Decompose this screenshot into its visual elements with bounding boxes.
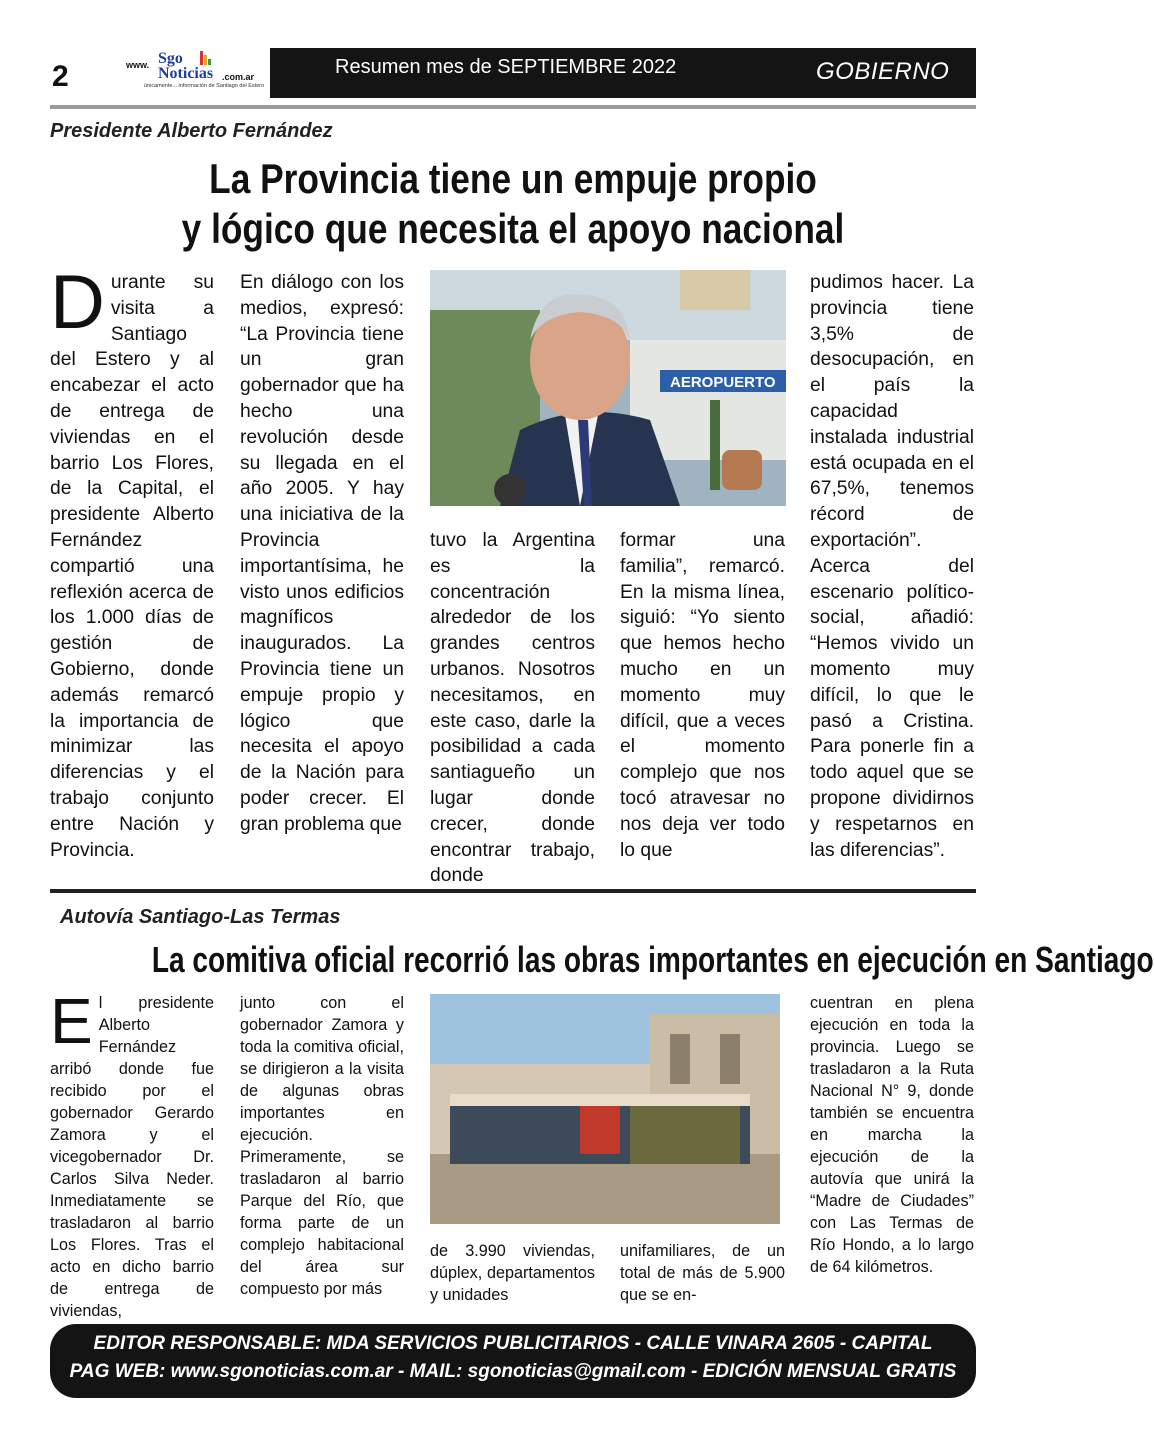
article2-column-4: unifamiliares, de un total de más de 5.900 que se en- [620, 1242, 785, 1304]
article1-column-2: En diálogo con los medios, expresó: “La Provincia tiene un gran gobernador que ha hecho una revolución desde su llegada en el año 2005. Y hay una iniciativa de la Provincia importantísima, he visto unos edificios magníficos inaugurados. La Provincia tiene un empuje propio y lógico que necesita el apoyo de la Nación para poder crecer. El gran problema que [240, 272, 404, 835]
article2-kicker: Autovía Santiago-Las Termas [60, 906, 341, 928]
logo-www: www. [126, 60, 150, 70]
article1-column-1 [50, 260, 214, 886]
article2-photo-comitiva [430, 994, 780, 1224]
comitiva-photo-image [430, 994, 780, 1224]
site-logo[interactable] [126, 50, 266, 96]
article2-headline: La comitiva oficial recorrió las obras importantes en ejecución en Santiago [151, 939, 1154, 980]
logo-tld: .com.ar [222, 72, 255, 82]
airport-sign-text: AEROPUERTO [670, 374, 776, 391]
article2-drop-cap: E [50, 985, 93, 1057]
article1-drop-cap: D [50, 260, 105, 345]
logo-name-noticias: Noticias [158, 65, 214, 82]
article2-column-1 [50, 985, 214, 1320]
logo-name-sgo: Sgo [158, 50, 183, 67]
article1-photo-president [430, 270, 786, 506]
footer-editor-line: EDITOR RESPONSABLE: MDA SERVICIOS PUBLICITARIOS - CALLE VINARA 2605 - CAPITAL [93, 1333, 933, 1354]
article2-column-2: junto con el gobernador Zamora y toda la comitiva oficial, se dirigieron a la visita de algunas obras importantes en ejecución. Primeramente, se trasladaron al barrio Parque del Río, que forma parte de un complejo habitacional del área sur compuesto por más [240, 994, 404, 1298]
article2-column-3: de 3.990 viviendas, dúplex, departamentos y unidades [430, 1242, 595, 1304]
article1-kicker: Presidente Alberto Fernández [50, 120, 333, 142]
article1-column-3: tuvo la Argentina es la concentración alrededor de los grandes centros urbanos. Nosotros necesitamos, en este caso, darle la posibilidad a cada santiagueño un lugar donde crecer, donde encontrar trabajo, donde [430, 530, 595, 887]
header-divider [50, 105, 976, 109]
article2-column-5: cuentran en plena ejecución en toda la provincia. Luego se trasladaron a la Ruta Nacional N° 9, donde también se encuentra en marcha la ejecución de la autovía que unirá la “Madre de Ciudades” con Las Termas de Río Hondo, a lo largo de 64 kilómetros. [810, 994, 974, 1276]
edition-title: Resumen mes de SEPTIEMBRE 2022 [335, 56, 677, 78]
article1-headline-line1: La Provincia tiene un empuje propio [209, 155, 817, 202]
article-divider [50, 889, 976, 893]
section-label: GOBIERNO [816, 58, 950, 85]
article1-headline [124, 154, 902, 254]
article1-column-4: formar una familia”, remarcó. En la misma línea, siguió: “Yo siento que hemos hecho mucho en un momento muy difícil, que a veces el momento complejo que nos tocó atravesar no nos deja ver todo lo que [620, 530, 785, 861]
article1-headline-line2: y lógico que necesita el apoyo nacional [181, 205, 845, 252]
page-number: 2 [52, 60, 69, 93]
article1-column-5: pudimos hacer. La provincia tiene 3,5% de desocupación, en el país la capacidad instalada industrial está ocupada en el 67,5%, tenemos récord de exportación”. Acerca del escenario político-social, añadió: “Hemos vivido un momento muy difícil, lo que le pasó a Cristina. Para ponerle fin a todo aquel que se propone dividirnos y respetarnos en las diferencias”. [810, 272, 974, 861]
logo-tagline: únicamente... información de Santiago del Estero [144, 83, 265, 89]
footer-contact-line[interactable]: PAG WEB: www.sgonoticias.com.ar - MAIL: sgonoticias@gmail.com - EDICIÓN MENSUAL GRATIS [69, 1361, 957, 1382]
president-photo-image [430, 270, 786, 506]
logo-bars-icon [200, 51, 211, 65]
article2-col1-text: l presidente Alberto Fernández arribó donde fue recibido por el gobernador Gerardo Zamora y el vicegobernador Dr. Carlos Silva Neder. Inmediatamente se trasladaron al barrio Los Flores. Tras el acto en dicho barrio de entrega de viviendas, [50, 994, 214, 1320]
article1-col1-text: urante su visita a Santiago del Estero y al encabezar el acto de entrega de viviendas en el barrio Los Flores, de la Capital, el presidente Alberto Fernández compartió una reflexión acerca de los 1.000 días de gestión de Gobierno, donde además remarcó la importancia de minimizar las diferencias y el trabajo conjunto entre Nación y Provincia. [50, 272, 214, 861]
